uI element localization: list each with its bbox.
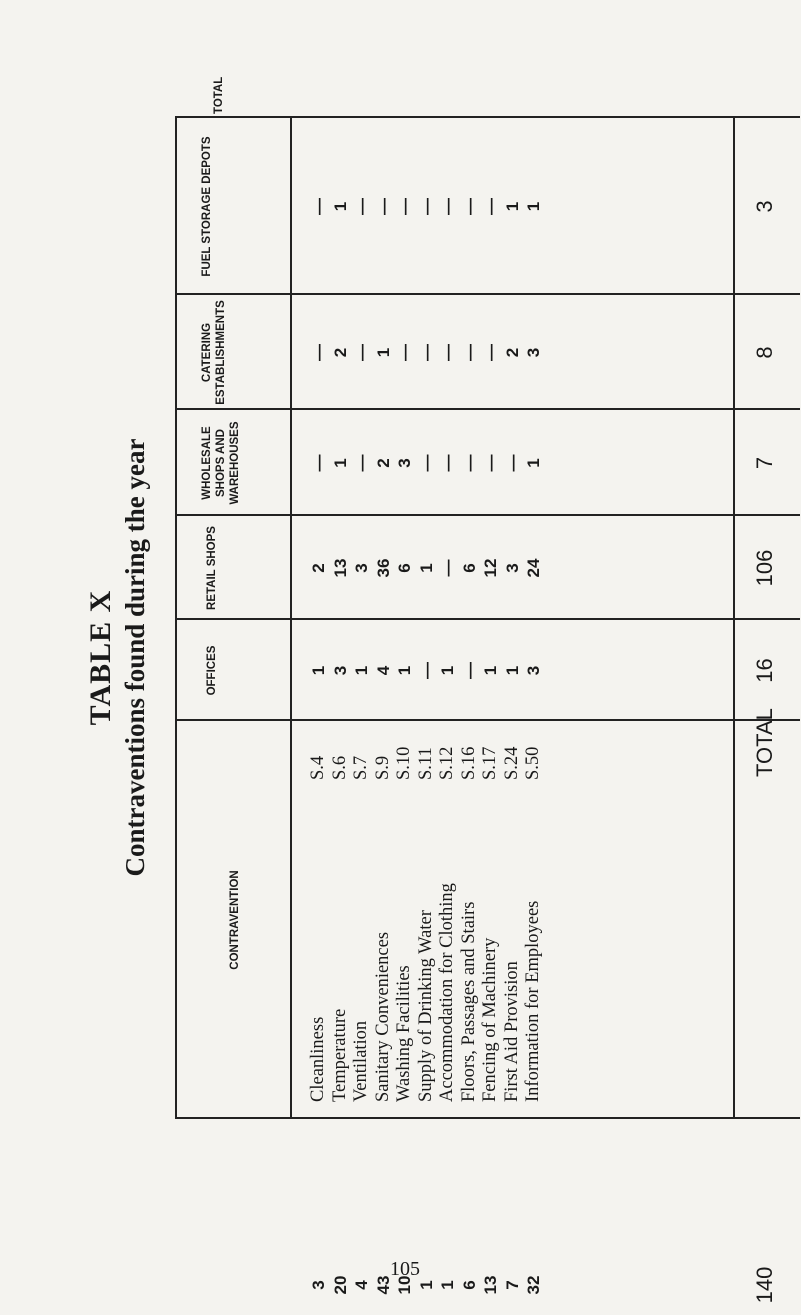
table-cell-offices: 1 [502, 665, 522, 676]
totals-label: TOTAL [752, 708, 777, 777]
contravention-name: Ventilation [351, 1020, 371, 1102]
column-header: FUEL STORAGE DEPOTS [201, 136, 213, 277]
totals-cell-total: 140 [752, 1266, 777, 1304]
table-cell-catering: — [309, 344, 328, 361]
table-cell-catering: 1 [373, 347, 393, 358]
table-cell-total: 4 [352, 1280, 371, 1290]
table-cell-retail: 13 [330, 558, 350, 578]
table-cell-fuel: — [438, 198, 457, 215]
table-cell-fuel: 1 [524, 201, 543, 212]
section-reference: S.12 [437, 746, 457, 780]
table-cell-wholesale: — [438, 454, 457, 472]
table-cell-total: 7 [502, 1280, 522, 1290]
table-cell-catering: — [395, 344, 414, 361]
table-cell-total: 20 [330, 1275, 350, 1295]
table-cell-offices: 1 [438, 665, 457, 676]
section-reference: S.24 [501, 746, 522, 780]
column-header: CONTRAVENTION [229, 870, 241, 970]
table-cell-offices: — [459, 662, 479, 679]
column-header: TOTAL [213, 76, 225, 114]
table-cell-total: 10 [395, 1275, 414, 1295]
column-divider [175, 719, 800, 721]
table-cell-total: 6 [459, 1280, 479, 1290]
table-cell-catering: — [438, 344, 457, 361]
table-cell-wholesale: 3 [395, 458, 414, 468]
table-cell-catering: — [459, 344, 479, 361]
table-cell-wholesale: 1 [330, 458, 350, 468]
page-number: 105 [390, 1258, 420, 1280]
table-cell-retail: 2 [309, 563, 328, 573]
table-cell-offices: 3 [524, 665, 543, 676]
table-cell-fuel: — [309, 198, 328, 215]
contravention-name: Information for Employees [523, 900, 543, 1102]
section-reference: S.9 [372, 755, 393, 780]
contravention-name: First Aid Provision [501, 961, 522, 1102]
table-cell-total: 13 [481, 1275, 500, 1295]
table-cell-wholesale: — [416, 454, 436, 472]
column-divider [175, 618, 800, 620]
table-cell-retail: — [438, 559, 457, 577]
totals-cell-retail: 106 [752, 549, 777, 587]
contravention-name: Floors, Passages and Stairs [458, 901, 479, 1102]
table-cell-catering: — [481, 344, 500, 361]
column-header: WHOLESALE SHOPS AND WAREHOUSES [201, 421, 241, 505]
column-divider [175, 408, 800, 410]
table-cell-wholesale: — [481, 454, 500, 472]
table-cell-fuel: — [459, 198, 479, 215]
table-cell-offices: 1 [352, 665, 371, 676]
contravention-name: Cleanliness [308, 1016, 328, 1102]
table-cell-retail: 36 [373, 558, 393, 578]
section-reference: S.10 [394, 746, 414, 780]
column-header: OFFICES [206, 645, 218, 696]
table-title: Contraventions found during the year [120, 438, 150, 877]
contravention-name: Supply of Drinking Water [415, 910, 436, 1102]
table-cell-catering: 3 [524, 347, 543, 358]
contravention-name: Sanitary Conveniences [372, 931, 393, 1102]
section-reference: S.4 [308, 755, 328, 780]
column-header: CATERING ESTABLISHMENTS [201, 300, 227, 405]
table-cell-fuel: — [481, 198, 500, 215]
totals-cell-offices: 16 [752, 658, 777, 683]
column-divider [175, 1117, 800, 1119]
table-cell-fuel: — [373, 198, 393, 215]
table-cell-retail: 24 [524, 558, 543, 578]
section-reference: S.7 [351, 755, 371, 780]
table-cell-fuel: — [395, 198, 414, 215]
table-cell-total: 3 [309, 1280, 328, 1290]
table-cell-retail: 6 [459, 563, 479, 573]
table-cell-offices: — [416, 662, 436, 679]
table-cell-offices: 3 [330, 665, 350, 676]
totals-cell-catering: 8 [752, 346, 777, 359]
table-cell-wholesale: — [502, 454, 522, 472]
table-label: TABLE X [84, 589, 117, 726]
table-cell-offices: 1 [481, 665, 500, 676]
column-divider [175, 116, 800, 118]
section-reference: S.17 [480, 746, 500, 780]
table-cell-offices: 1 [395, 665, 414, 676]
table-cell-offices: 4 [373, 665, 393, 676]
totals-cell-fuel: 3 [752, 200, 777, 213]
table-cell-catering: — [416, 344, 436, 361]
table-cell-total: 32 [524, 1275, 543, 1295]
column-divider [175, 514, 800, 516]
contravention-name: Temperature [329, 1008, 350, 1102]
contravention-name: Accommodation for Clothing [437, 883, 457, 1102]
table-cell-fuel: 1 [330, 201, 350, 212]
table-cell-fuel: — [416, 198, 436, 215]
table-cell-catering: — [352, 344, 371, 361]
section-reference: S.11 [415, 747, 436, 780]
table-cell-retail: 3 [352, 563, 371, 573]
table-cell-wholesale: — [459, 454, 479, 472]
column-header: RETAIL SHOPS [206, 526, 218, 610]
table-cell-wholesale: — [309, 454, 328, 472]
table-cell-fuel: — [352, 198, 371, 215]
table-cell-total: 1 [416, 1280, 436, 1290]
section-reference: S.50 [523, 746, 543, 780]
table-cell-retail: 12 [481, 558, 500, 578]
column-divider [175, 293, 800, 295]
section-reference: S.16 [458, 746, 479, 780]
table-cell-wholesale: — [352, 454, 371, 472]
table-cell-retail: 1 [416, 563, 436, 573]
table-cell-catering: 2 [502, 347, 522, 358]
table-cell-total: 43 [373, 1275, 393, 1295]
table-cell-retail: 6 [395, 563, 414, 573]
totals-cell-wholesale: 7 [752, 456, 777, 470]
table-cell-fuel: 1 [502, 201, 522, 212]
section-reference: S.6 [329, 755, 350, 780]
table-cell-total: 1 [438, 1280, 457, 1290]
table-cell-wholesale: 1 [524, 458, 543, 468]
contravention-name: Washing Facilities [394, 965, 414, 1102]
contravention-name: Fencing of Machinery [480, 937, 500, 1102]
table-cell-catering: 2 [330, 347, 350, 358]
table-cell-offices: 1 [309, 665, 328, 676]
table-cell-wholesale: 2 [373, 458, 393, 468]
table-cell-retail: 3 [502, 563, 522, 573]
